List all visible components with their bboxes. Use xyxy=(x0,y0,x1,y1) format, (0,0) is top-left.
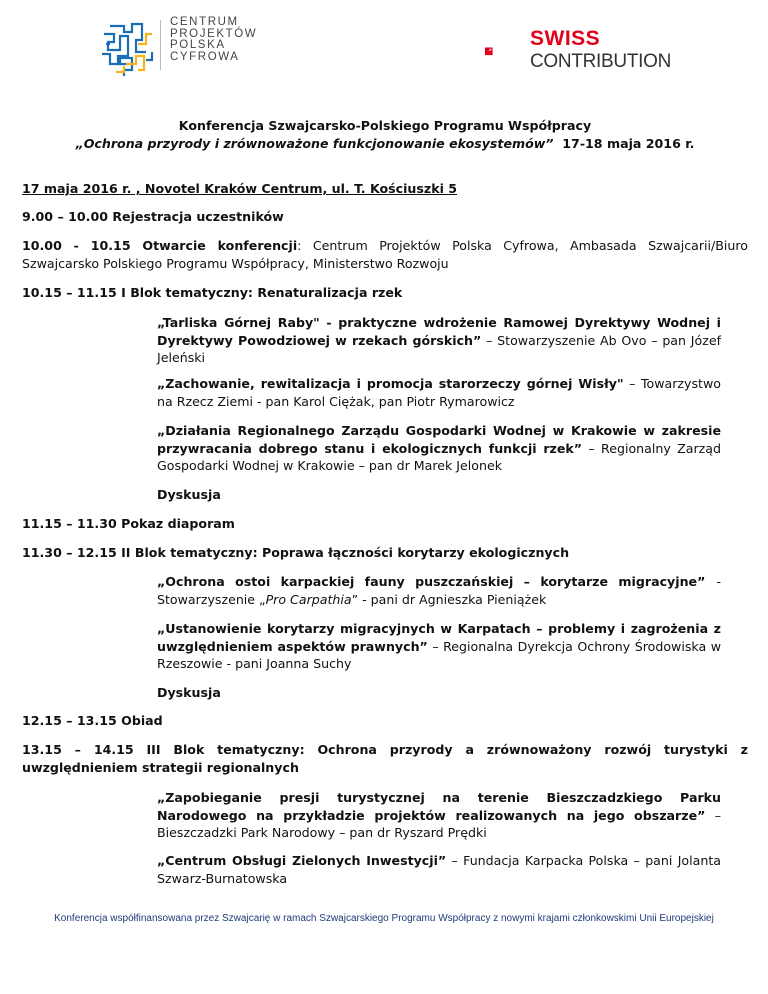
discussion-1: Dyskusja xyxy=(157,487,221,502)
lunch: 12.15 – 13.15 Obiad xyxy=(22,713,163,728)
talk-3: „Działania Regionalnego Zarządu Gospodarki Wodnej w Krakowie w zakresie przywracania dobrego stanu i ekologicznych funkcji rzek” – Regionalny Zarząd Gospodarki Wodnej w Krakowie – pan dr Marek Jelonek xyxy=(157,423,721,473)
swiss-text: SWISS xyxy=(530,27,601,50)
slideshow: 11.15 – 11.30 Pokaz diaporam xyxy=(22,516,235,531)
footer-note: Konferencja współfinansowana przez Szwajcarię w ramach Szwajcarskiego Programu Współpracy z nowymi krajami członkowskimi Unii Europejskiej xyxy=(54,913,714,924)
registration: 9.00 – 10.00 Rejestracja uczestników xyxy=(22,209,284,224)
talk-1: „Tarliska Górnej Raby" - praktyczne wdrożenie Ramowej Dyrektywy Wodnej i Dyrektywy Powodziowej w rzekach górskich” – Stowarzyszenie Ab Ovo – pan Józef Jeleński xyxy=(157,315,722,365)
day-heading: 17 maja 2016 r. , Novotel Kraków Centrum, ul. T. Kościuszki 5 xyxy=(22,181,458,196)
talk-5: „Ustanowienie korytarzy migracyjnych w Karpatach – problemy i zagrożenia z uwzględnieniem aspektów prawnych” – Regionalna Dyrekcja Ochrony Środowiska w Rzeszowie - pani Joanna Suchy xyxy=(157,621,721,671)
opening: 10.00 - 10.15 Otwarcie konferencji: Centrum Projektów Polska Cyfrowa, Ambasada Szwajcarii/Biuro Szwajcarsko Polskiego Programu Współpracy, Ministerstwo Rozwoju xyxy=(22,238,748,271)
block-2-heading: 11.30 – 12.15 II Blok tematyczny: Poprawa łączności korytarzy ekologicznych xyxy=(22,545,570,560)
conference-title: Konferencja Szwajcarsko-Polskiego Programu Współpracy „Ochrona przyrody i zrównoważone funkcjonowanie ekosystemów” 17-18 maja 2016 r. xyxy=(75,118,695,151)
swiss-contribution-logo xyxy=(485,32,525,72)
block-1-heading: 10.15 – 11.15 I Blok tematyczny: Renaturalizacja rzek xyxy=(22,285,403,300)
talk-7: „Centrum Obsługi Zielonych Inwestycji” – Fundacja Karpacka Polska – pani Jolanta Szwarz-Burnatowska xyxy=(157,853,721,886)
talk-6: „Zapobieganie presji turystycznej na terenie Bieszczadzkiego Parku Narodowego na przykładzie projektów realizowanych na jego obszarze” – Bieszczadzki Park Narodowy – pan dr Ryszard Prędki xyxy=(157,790,721,840)
conference-dates: 17-18 maja 2016 r. xyxy=(562,135,695,151)
cpc-logo-text: CENTRUM PROJEKTÓW POLSKA CYFROWA xyxy=(170,16,258,63)
discussion-2: Dyskusja xyxy=(157,685,221,700)
talk-2: „Zachowanie, rewitalizacja i promocja starorzeczy górnej Wisły" – Towarzystwo na Rzecz Ziemi - pan Karol Ciężak, pan Piotr Rymarowicz xyxy=(157,376,721,409)
contribution-text: CONTRIBUTION xyxy=(530,51,672,72)
block-3-heading: 13.15 – 14.15 III Blok tematyczny: Ochrona przyrody a zrównoważony rozwój turystyki z uwzględnieniem strategii regionalnych xyxy=(22,742,748,775)
conference-theme: „Ochrona przyrody i zrównoważone funkcjonowanie ekosystemów” xyxy=(75,135,554,151)
talk-4: „Ochrona ostoi karpackiej fauny puszczańskiej – korytarze migracyjne” - Stowarzyszenie „Pro Carpathia” - pani dr Agnieszka Pieniążek xyxy=(157,574,721,607)
logo-divider xyxy=(160,20,161,70)
